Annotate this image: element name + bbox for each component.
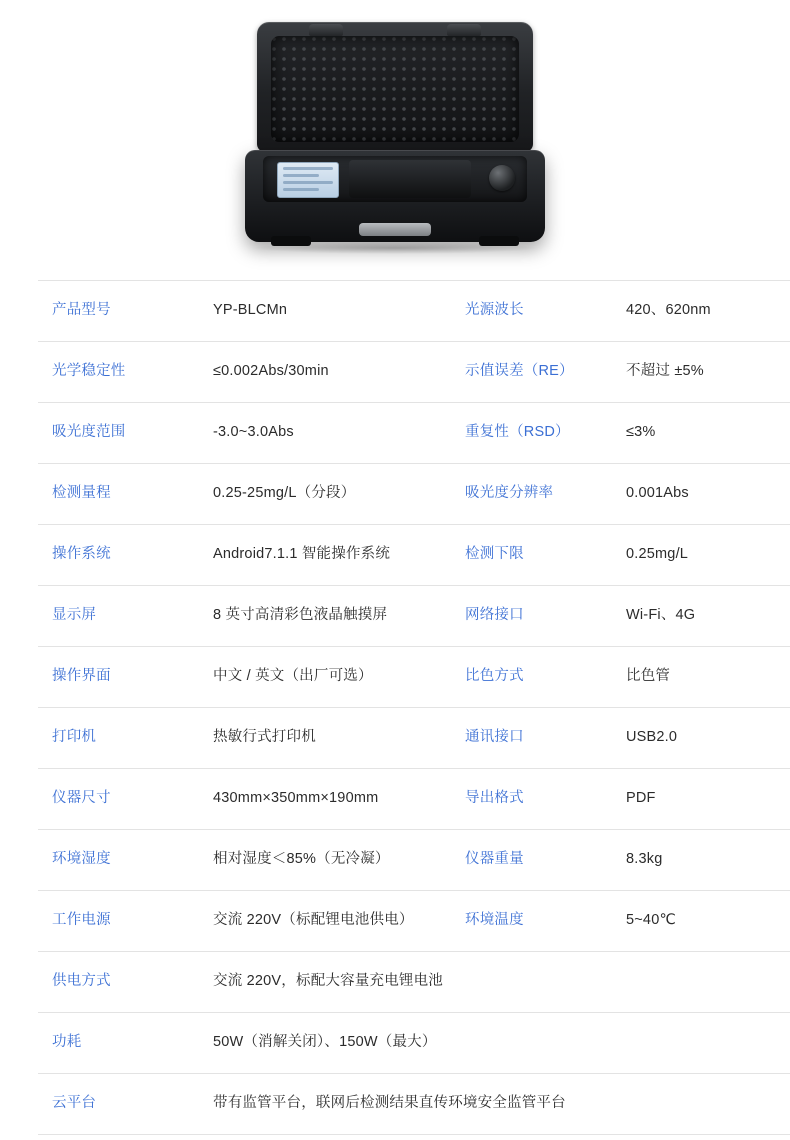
spec-value: Android7.1.1 智能操作系统 <box>199 525 451 586</box>
spec-label: 环境湿度 <box>38 830 199 891</box>
spec-label: 功耗 <box>38 1013 199 1074</box>
lid-latch-left <box>309 24 343 36</box>
spec-value: USB2.0 <box>612 708 790 769</box>
table-row <box>38 830 790 891</box>
spec-value: 430mm×350mm×190mm <box>199 769 451 830</box>
screen-line <box>283 167 333 170</box>
spec-value: 8.3kg <box>612 830 790 891</box>
table-row <box>38 281 790 342</box>
table-row <box>38 769 790 830</box>
case-base <box>245 150 545 242</box>
table-row <box>38 952 790 1013</box>
table-row <box>38 342 790 403</box>
drop-shadow <box>250 242 540 254</box>
spec-label: 检测下限 <box>451 525 612 586</box>
spec-value: -3.0~3.0Abs <box>199 403 451 464</box>
spec-value: Wi-Fi、4G <box>612 586 790 647</box>
spec-value: 0.25mg/L <box>612 525 790 586</box>
spec-value: 交流 220V，标配大容量充电锂电池 <box>199 952 790 1013</box>
spec-value: 50W（消解关闭）、150W（最大） <box>199 1013 790 1074</box>
spec-value: 0.25-25mg/L（分段） <box>199 464 451 525</box>
spec-value: PDF <box>612 769 790 830</box>
product-image <box>0 0 790 262</box>
screen-line <box>283 181 333 184</box>
table-row <box>38 891 790 952</box>
spec-value: 0.001Abs <box>612 464 790 525</box>
table-row <box>38 464 790 525</box>
spec-label: 吸光度范围 <box>38 403 199 464</box>
spec-label: 仪器尺寸 <box>38 769 199 830</box>
spec-label: 显示屏 <box>38 586 199 647</box>
instrument-compartment <box>349 160 471 198</box>
spec-value: 相对湿度＜85%（无冷凝） <box>199 830 451 891</box>
carrying-case-illustration <box>245 10 545 250</box>
spec-label: 比色方式 <box>451 647 612 708</box>
spec-label: 网络接口 <box>451 586 612 647</box>
spec-value: 中文 / 英文（出厂可选） <box>199 647 451 708</box>
spec-label: 操作界面 <box>38 647 199 708</box>
instrument-knob <box>489 165 515 191</box>
spec-value: 带有监管平台，联网后检测结果直传环境安全监管平台 <box>199 1074 790 1135</box>
screen-line <box>283 174 319 177</box>
table-row <box>38 403 790 464</box>
spec-value: 不超过 ±5% <box>612 342 790 403</box>
spec-label: 云平台 <box>38 1074 199 1135</box>
case-lid <box>257 22 533 152</box>
spec-label: 供电方式 <box>38 952 199 1013</box>
spec-label: 光学稳定性 <box>38 342 199 403</box>
spec-value: 420、620nm <box>612 281 790 342</box>
spec-label: 打印机 <box>38 708 199 769</box>
instrument-panel <box>263 156 527 202</box>
spec-label: 检测量程 <box>38 464 199 525</box>
spec-label: 操作系统 <box>38 525 199 586</box>
screen-line <box>283 188 319 191</box>
table-row <box>38 1074 790 1135</box>
instrument-screen <box>277 162 339 198</box>
spec-value: 比色管 <box>612 647 790 708</box>
spec-label: 示值误差（RE） <box>451 342 612 403</box>
spec-label: 导出格式 <box>451 769 612 830</box>
spec-label: 通讯接口 <box>451 708 612 769</box>
spec-value: YP-BLCMn <box>199 281 451 342</box>
spec-value: 热敏行式打印机 <box>199 708 451 769</box>
case-handle <box>359 223 431 236</box>
spec-label: 产品型号 <box>38 281 199 342</box>
spec-label: 工作电源 <box>38 891 199 952</box>
table-row <box>38 525 790 586</box>
spec-value: 交流 220V（标配锂电池供电） <box>199 891 451 952</box>
spec-value: 8 英寸高清彩色液晶触摸屏 <box>199 586 451 647</box>
spec-label: 仪器重量 <box>451 830 612 891</box>
lid-latch-right <box>447 24 481 36</box>
table-row <box>38 647 790 708</box>
spec-label: 环境温度 <box>451 891 612 952</box>
specification-table <box>38 280 790 1135</box>
table-row <box>38 1013 790 1074</box>
spec-value: ≤0.002Abs/30min <box>199 342 451 403</box>
table-row <box>38 708 790 769</box>
table-row <box>38 586 790 647</box>
spec-label: 吸光度分辨率 <box>451 464 612 525</box>
spec-value: ≤3% <box>612 403 790 464</box>
spec-value: 5~40℃ <box>612 891 790 952</box>
spec-label: 重复性（RSD） <box>451 403 612 464</box>
foam-padding <box>271 36 519 142</box>
spec-label: 光源波长 <box>451 281 612 342</box>
